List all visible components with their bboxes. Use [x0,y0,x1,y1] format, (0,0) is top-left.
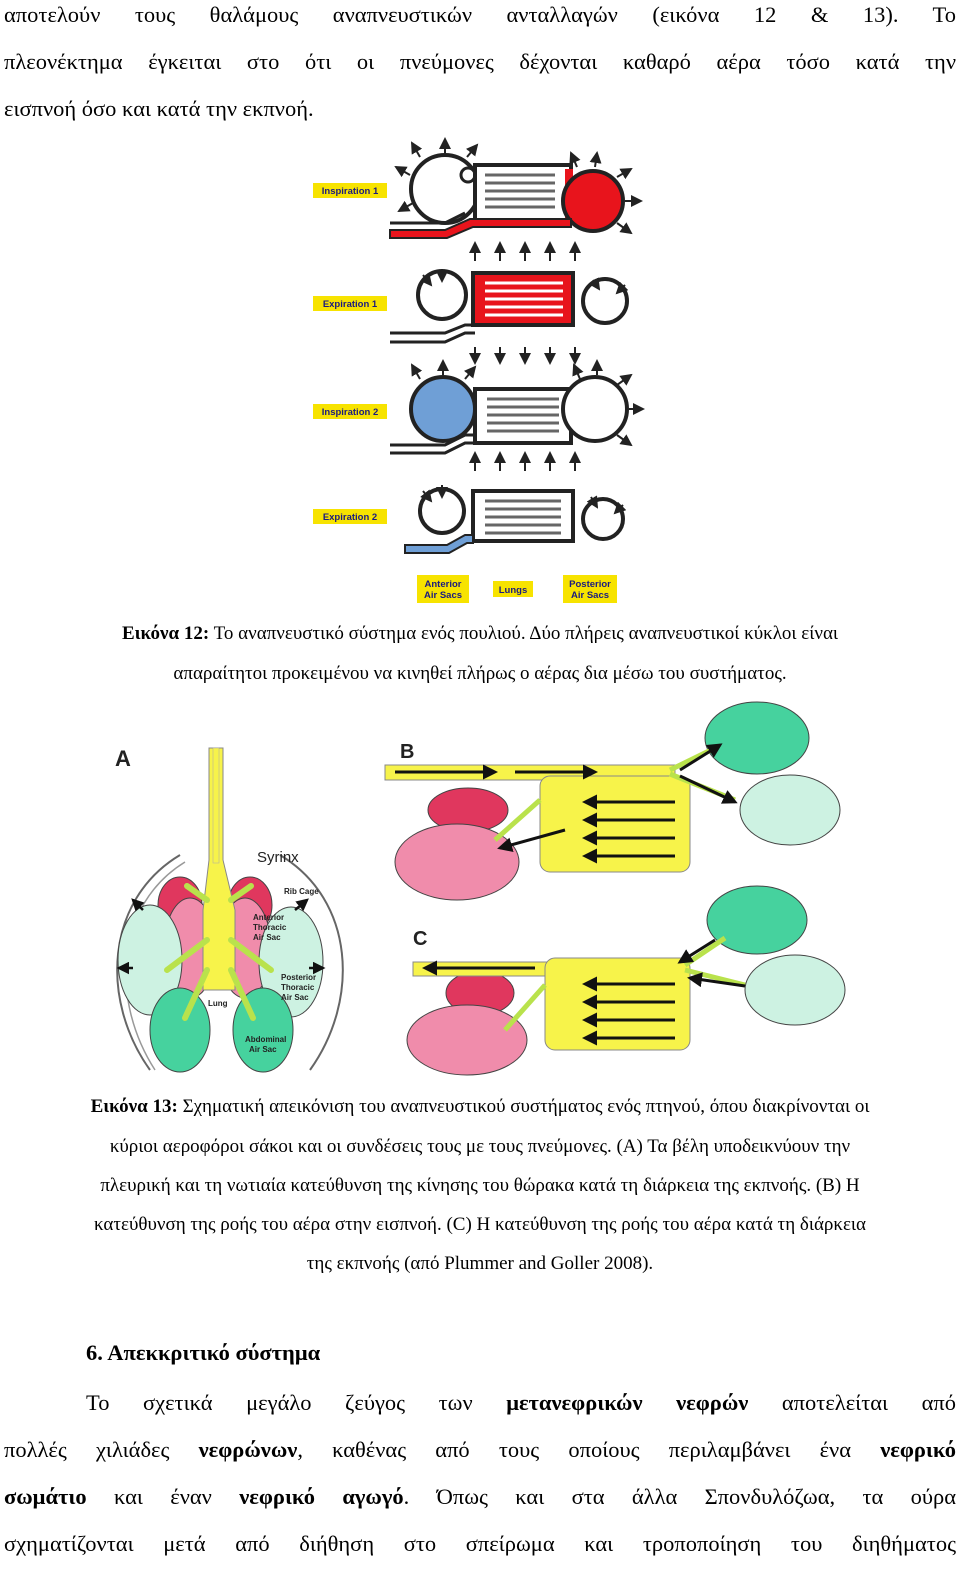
legend-anterior-air-sacs [417,575,469,603]
section-title: Απεκκριτικό σύστημα [107,1340,321,1365]
legend-text: Anterior [424,579,462,590]
sac-neck [461,168,475,182]
legend-text: Posterior [569,579,611,590]
legend-posterior-air-sacs [563,575,617,603]
panel-b-label: B [400,741,415,763]
caption-label: Εικόνα 12: [121,623,210,644]
label-rib-cage: Rib Cage [284,887,319,896]
body-paragraph [4,1388,956,1576]
legend-text: Air Sacs [570,590,610,601]
posterior-sac [583,499,623,539]
interclavicular-sac [407,1005,527,1075]
panel-c [407,886,845,1075]
stage-label-text: Inspiration 2 [321,407,379,418]
posterior-sac [583,279,627,323]
figure-13-caption-line-2: κύριοι αεροφόροι σάκοι και οι συνδέσεις τους με τους πνεύμονες. (A) Τα βέλη υποδεικνύουν την [109,1136,851,1157]
stage-label-inspiration-2 [313,404,387,419]
panel-c-label: C [413,928,428,950]
figure-13-caption-line-4: κατεύθυνση της ροής του αέρα στην εισπνοή. (C) Η κατεύθυνση της ροής του αέρα κατά τη διάρκεια [93,1214,866,1235]
body-text: Το σχετικά μεγάλο ζεύγος των [86,1390,473,1415]
caption-label: Εικόνα 13: [90,1096,178,1117]
label-anterior-3: Air Sac [253,933,281,942]
label-posterior-1: Posterior [281,973,317,982]
posterior-sac [563,377,627,441]
label-syrinx: Syrinx [257,849,299,866]
caption-text: Το αναπνευστικό σύστημα ενός πουλιού. Δύο πλήρεις αναπνευστικοί κύκλοι είναι [213,623,839,644]
body-line-2 [4,1435,956,1482]
body-line-1 [4,1388,956,1435]
label-lung: Lung [208,999,228,1008]
stage-label-expiration-1 [313,296,387,311]
intro-line-3: εισπνοή όσο και κατά την εκπνοή. [4,96,314,121]
stage-label-text: Inspiration 1 [321,186,379,197]
term-metanephric-kidneys: μετανεφρικών νεφρών [506,1390,749,1415]
term-nephrons: νεφρώνων [198,1437,298,1462]
trachea-wall [390,325,475,333]
posterior-sac [740,775,840,845]
label-abdominal-2: Air Sac [249,1045,277,1054]
stage-label-text: Expiration 2 [322,512,378,523]
intro-line-2: πλεονέκτημα έγκειται στο ότι οι πνεύμονες δέχονται καθαρό αέρα τόσο κατά την [4,49,956,74]
label-anterior-2: Thoracic [253,923,287,932]
figure-12-diagram [295,135,655,610]
section-heading [86,1340,320,1366]
abdominal-sac [705,702,809,774]
figure-13-caption-line-1 [0,1094,960,1120]
trachea-core [213,748,219,863]
intro-line-1: αποτελούν τους θαλάμους αναπνευστικών ανταλλαγών (εικόνα 12 & 13). Το [4,2,956,27]
figure-13-diagram [95,700,865,1080]
stage-inspiration-1 [313,139,641,261]
label-posterior-2: Thoracic [281,983,315,992]
anterior-sac [411,155,479,223]
body-text: . Όπως και στα άλλα Σπονδυλόζωα, τα ούρα [403,1484,957,1509]
body-line-3 [4,1482,956,1529]
stage-expiration-1 [313,269,627,363]
legend-lungs [493,581,533,597]
figure-13-caption-line-5: της εκπνοής (από Plummer and Goller 2008). [306,1253,654,1274]
lung [540,776,690,872]
panel-a-label: A [115,746,131,771]
term-renal: νεφρικό [880,1437,957,1462]
term-corpuscle: σωμάτιο [4,1484,87,1509]
legend-text: Lungs [498,585,528,596]
stage-label-inspiration-1 [313,183,387,198]
body-text: πολλές χιλιάδες [4,1437,170,1462]
figure-12-caption-line-2: απαραίτητοι προκειμένου να κινηθεί πλήρως ο αέρας δια μέσω του συστήματος. [173,663,787,684]
stage-label-expiration-2 [313,509,387,524]
body-text: και έναν [113,1484,212,1509]
stage-inspiration-2 [313,361,643,471]
body-text: αποτελείται από [781,1390,957,1415]
trachea-blue [405,535,473,553]
panel-b [385,702,840,900]
legend-text: Air Sacs [423,590,463,601]
body-text: , καθένας από τους οποίους περιλαμβάνει ένα [297,1437,852,1462]
label-posterior-3: Air Sac [281,993,309,1002]
stage-label-text: Expiration 1 [322,299,378,310]
lung-block [475,165,571,221]
caption-text: Σχηματική απεικόνιση του αναπνευστικού συστήματος ενός πτηνού, όπου διακρίνονται οι [182,1096,870,1117]
figure-13-caption-line-3: πλευρική και τη νωτιαία κατεύθυνση της κίνησης του θώρακα κατά τη διάρκεια της εκπνοής. (B) Η [100,1175,860,1196]
label-anterior-1: Anterior [253,913,285,922]
figure-12-caption-line-1 [0,621,960,647]
label-abdominal-1: Abdominal [245,1035,287,1044]
abdominal-sac-left [150,988,210,1072]
posterior-sac [745,955,845,1025]
abdominal-sac [707,886,807,954]
lung [545,958,690,1050]
section-number: 6. [86,1340,103,1365]
term-renal-tubule: νεφρικό αγωγό [239,1484,404,1509]
body-line-4: σχηματίζονται μετά από διήθηση στο σπείρωμα και τροποποίηση του διηθήματος [4,1531,956,1556]
stage-expiration-2 [313,485,623,553]
panel-a [115,746,343,1072]
anterior-sac-filled [411,377,475,441]
